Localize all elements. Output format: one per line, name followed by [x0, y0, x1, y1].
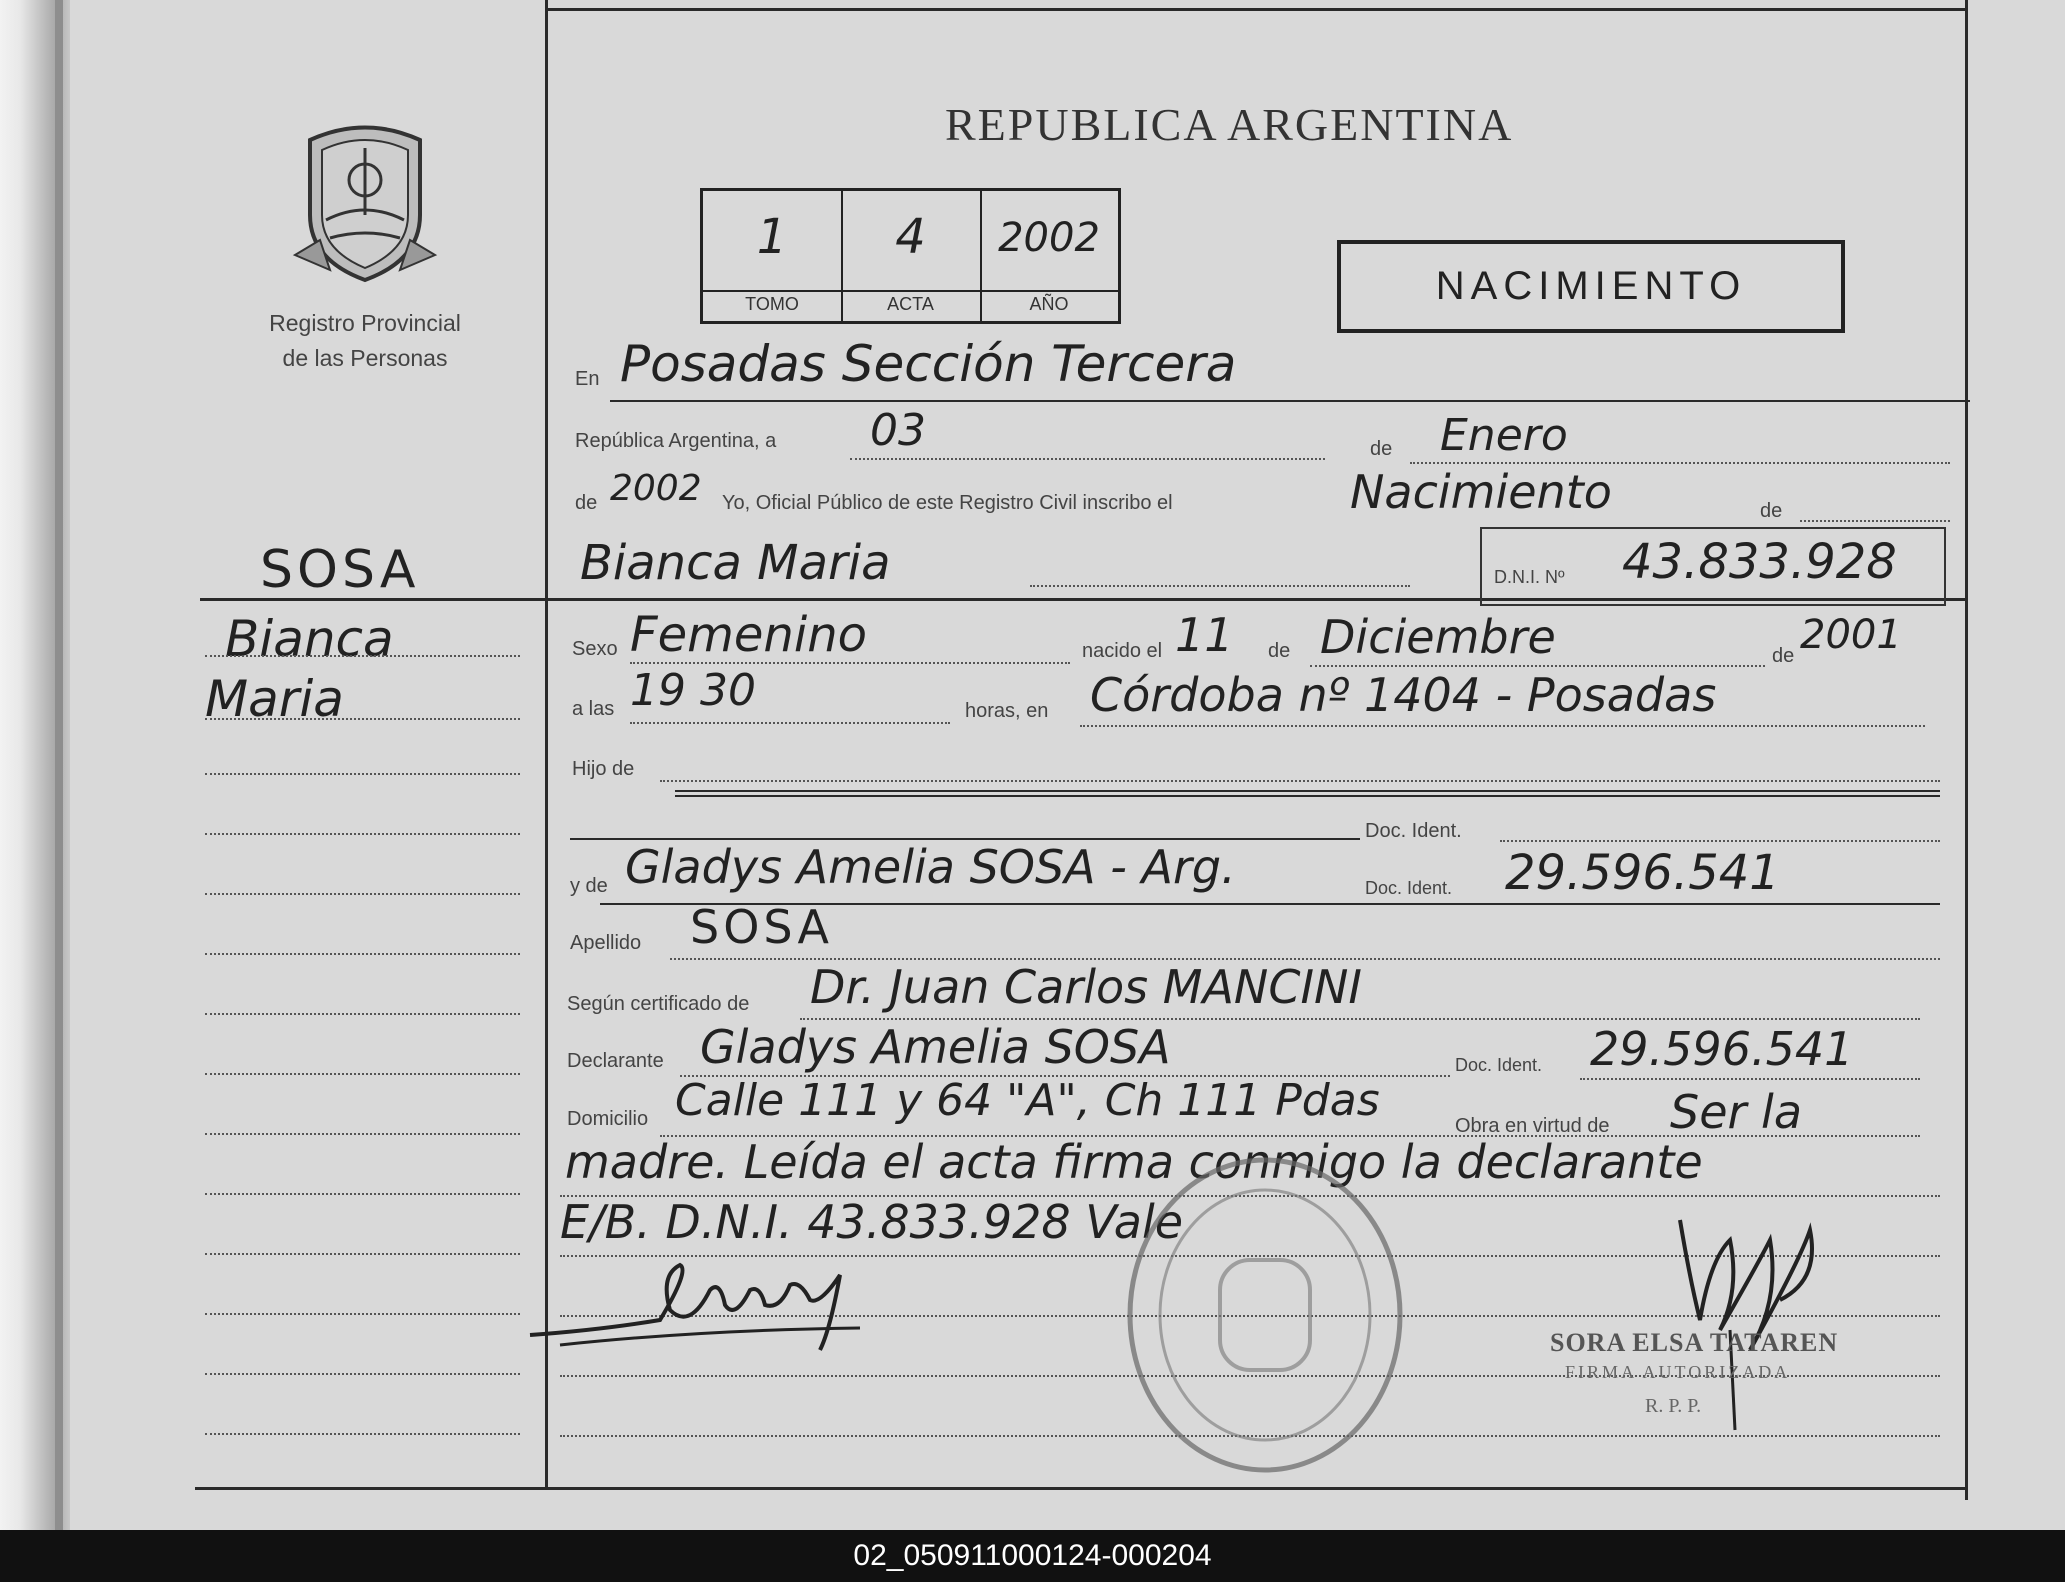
margin-surname: SOSA [260, 540, 420, 600]
label-republica: República Argentina, a [575, 430, 777, 452]
line-decl-doc [1580, 1078, 1920, 1080]
label-de5: de [1772, 645, 1795, 667]
strike-hijo-2 [675, 795, 1940, 797]
tomo-label: TOMO [703, 290, 841, 315]
country-title: REPUBLICA ARGENTINA [945, 99, 1514, 150]
label-de3: de [1760, 500, 1783, 522]
mother-doc-value: 29.596.541 [1505, 845, 1780, 901]
line-nombre [1030, 585, 1410, 587]
address-value: Calle 111 y 64 "A", Ch 111 Pdas [675, 1075, 1380, 1126]
label-y-de: y de [570, 875, 608, 897]
round-official-seal-icon [1120, 1150, 1410, 1480]
margin-line [205, 953, 520, 955]
sex-value: Femenino [630, 607, 867, 663]
declarant-value: Gladys Amelia SOSA [700, 1020, 1171, 1074]
label-doc-ident2: Doc. Ident. [1365, 878, 1453, 898]
label-doc-ident3: Doc. Ident. [1455, 1055, 1543, 1075]
document-id-footer: 02_050911000124-000204 [0, 1530, 2065, 1582]
top-border [545, 8, 1965, 11]
page-edge [55, 0, 63, 1530]
stamp-name: SORA ELSA TATAREN [1550, 1328, 1839, 1357]
month-value: Enero [1440, 410, 1568, 461]
label-apellido: Apellido [570, 932, 642, 954]
line-de3 [1800, 520, 1950, 522]
day-value: 03 [870, 405, 926, 456]
label-de: de [1370, 438, 1393, 460]
margin-line [205, 1433, 520, 1435]
tomo-value: 1 [756, 209, 788, 265]
line-dia [850, 458, 1325, 460]
margin-line [205, 893, 520, 895]
surname-value: SOSA [690, 900, 833, 954]
dni-box [1480, 527, 1946, 606]
label-declarante: Declarante [567, 1050, 664, 1072]
right-border [1965, 0, 1968, 1500]
stamp-org: R. P. P. [1645, 1395, 1702, 1417]
dni-value: 43.833.928 [1622, 534, 1897, 590]
strike-hijo-1 [675, 790, 1940, 792]
label-en: En [575, 368, 600, 390]
margin-line [205, 1373, 520, 1375]
margin-line [205, 833, 520, 835]
declarant-doc-value: 29.596.541 [1590, 1022, 1854, 1076]
label-de4: de [1268, 640, 1291, 662]
margin-line [205, 1253, 520, 1255]
acta-value: 4 [895, 209, 926, 265]
birth-place-value: Córdoba nº 1404 - Posadas [1090, 668, 1717, 722]
margin-line [205, 1013, 520, 1015]
document-type-box: NACIMIENTO [1337, 240, 1845, 333]
label-dni: D.N.I. Nº [1494, 567, 1565, 587]
label-horas: horas, en [965, 700, 1049, 722]
birth-day-value: 11 [1175, 608, 1234, 662]
line-mes-nac [1310, 665, 1765, 667]
registry-name-line2: de las Personas [282, 345, 448, 371]
margin-line [205, 655, 520, 657]
label-sexo: Sexo [572, 638, 618, 660]
line-en [610, 400, 1970, 402]
birth-year-value: 2001 [1800, 612, 1902, 658]
margin-line [205, 773, 520, 775]
label-de2: de [575, 492, 598, 514]
birth-time-value: 19 30 [630, 665, 756, 716]
label-domicilio: Domicilio [567, 1108, 649, 1130]
child-name-value: Bianca Maria [580, 535, 891, 591]
label-hijo: Hijo de [572, 758, 635, 780]
margin-line [205, 1133, 520, 1135]
label-nacido: nacido el [1082, 640, 1163, 662]
observation-line-2: E/B. D.N.I. 43.833.928 Vale [560, 1195, 1184, 1249]
label-doc-ident: Doc. Ident. [1365, 820, 1462, 842]
line-sexo [630, 662, 1070, 664]
label-a-las: a las [572, 698, 615, 720]
margin-line [205, 718, 520, 720]
bottom-border [195, 1487, 1967, 1490]
provincial-seal-icon [290, 120, 440, 285]
line-hijo [660, 780, 1940, 782]
line-hora [630, 722, 950, 724]
doctor-value: Dr. Juan Carlos MANCINI [810, 960, 1362, 1014]
margin-line [205, 1073, 520, 1075]
margin-line [205, 1313, 520, 1315]
label-segun: Según certificado de [567, 993, 750, 1015]
margin-given-1: Bianca [225, 610, 394, 668]
place-value: Posadas Sección Tercera [620, 335, 1237, 393]
line-mes [1410, 462, 1950, 464]
anio-label: AÑO [980, 290, 1118, 315]
acta-label: ACTA [841, 290, 980, 315]
label-yo: Yo, Oficial Público de este Registro Civil inscribo el [722, 492, 1173, 514]
act-value: Nacimiento [1350, 465, 1612, 519]
registry-name-line1: Registro Provincial [269, 310, 461, 336]
birth-month-value: Diciembre [1320, 610, 1556, 664]
anio-value: 2002 [998, 215, 1100, 261]
line-lugar-nac [1080, 725, 1925, 727]
mother-value: Gladys Amelia SOSA - Arg. [625, 840, 1236, 894]
label-obra: Obra en virtud de [1455, 1115, 1610, 1137]
margin-line [205, 1193, 520, 1195]
obra-value: Ser la [1670, 1085, 1803, 1139]
margin-given-2: Maria [205, 670, 344, 728]
stamp-role: FIRMA AUTORIZADA [1565, 1362, 1791, 1382]
declarant-signature-icon [520, 1250, 880, 1370]
year-value: 2002 [610, 468, 702, 509]
line-doc-ident [1500, 840, 1940, 842]
record-number-box [700, 188, 1121, 324]
observation-line-1: madre. Leída el acta firma conmigo la declarante [565, 1135, 1703, 1189]
